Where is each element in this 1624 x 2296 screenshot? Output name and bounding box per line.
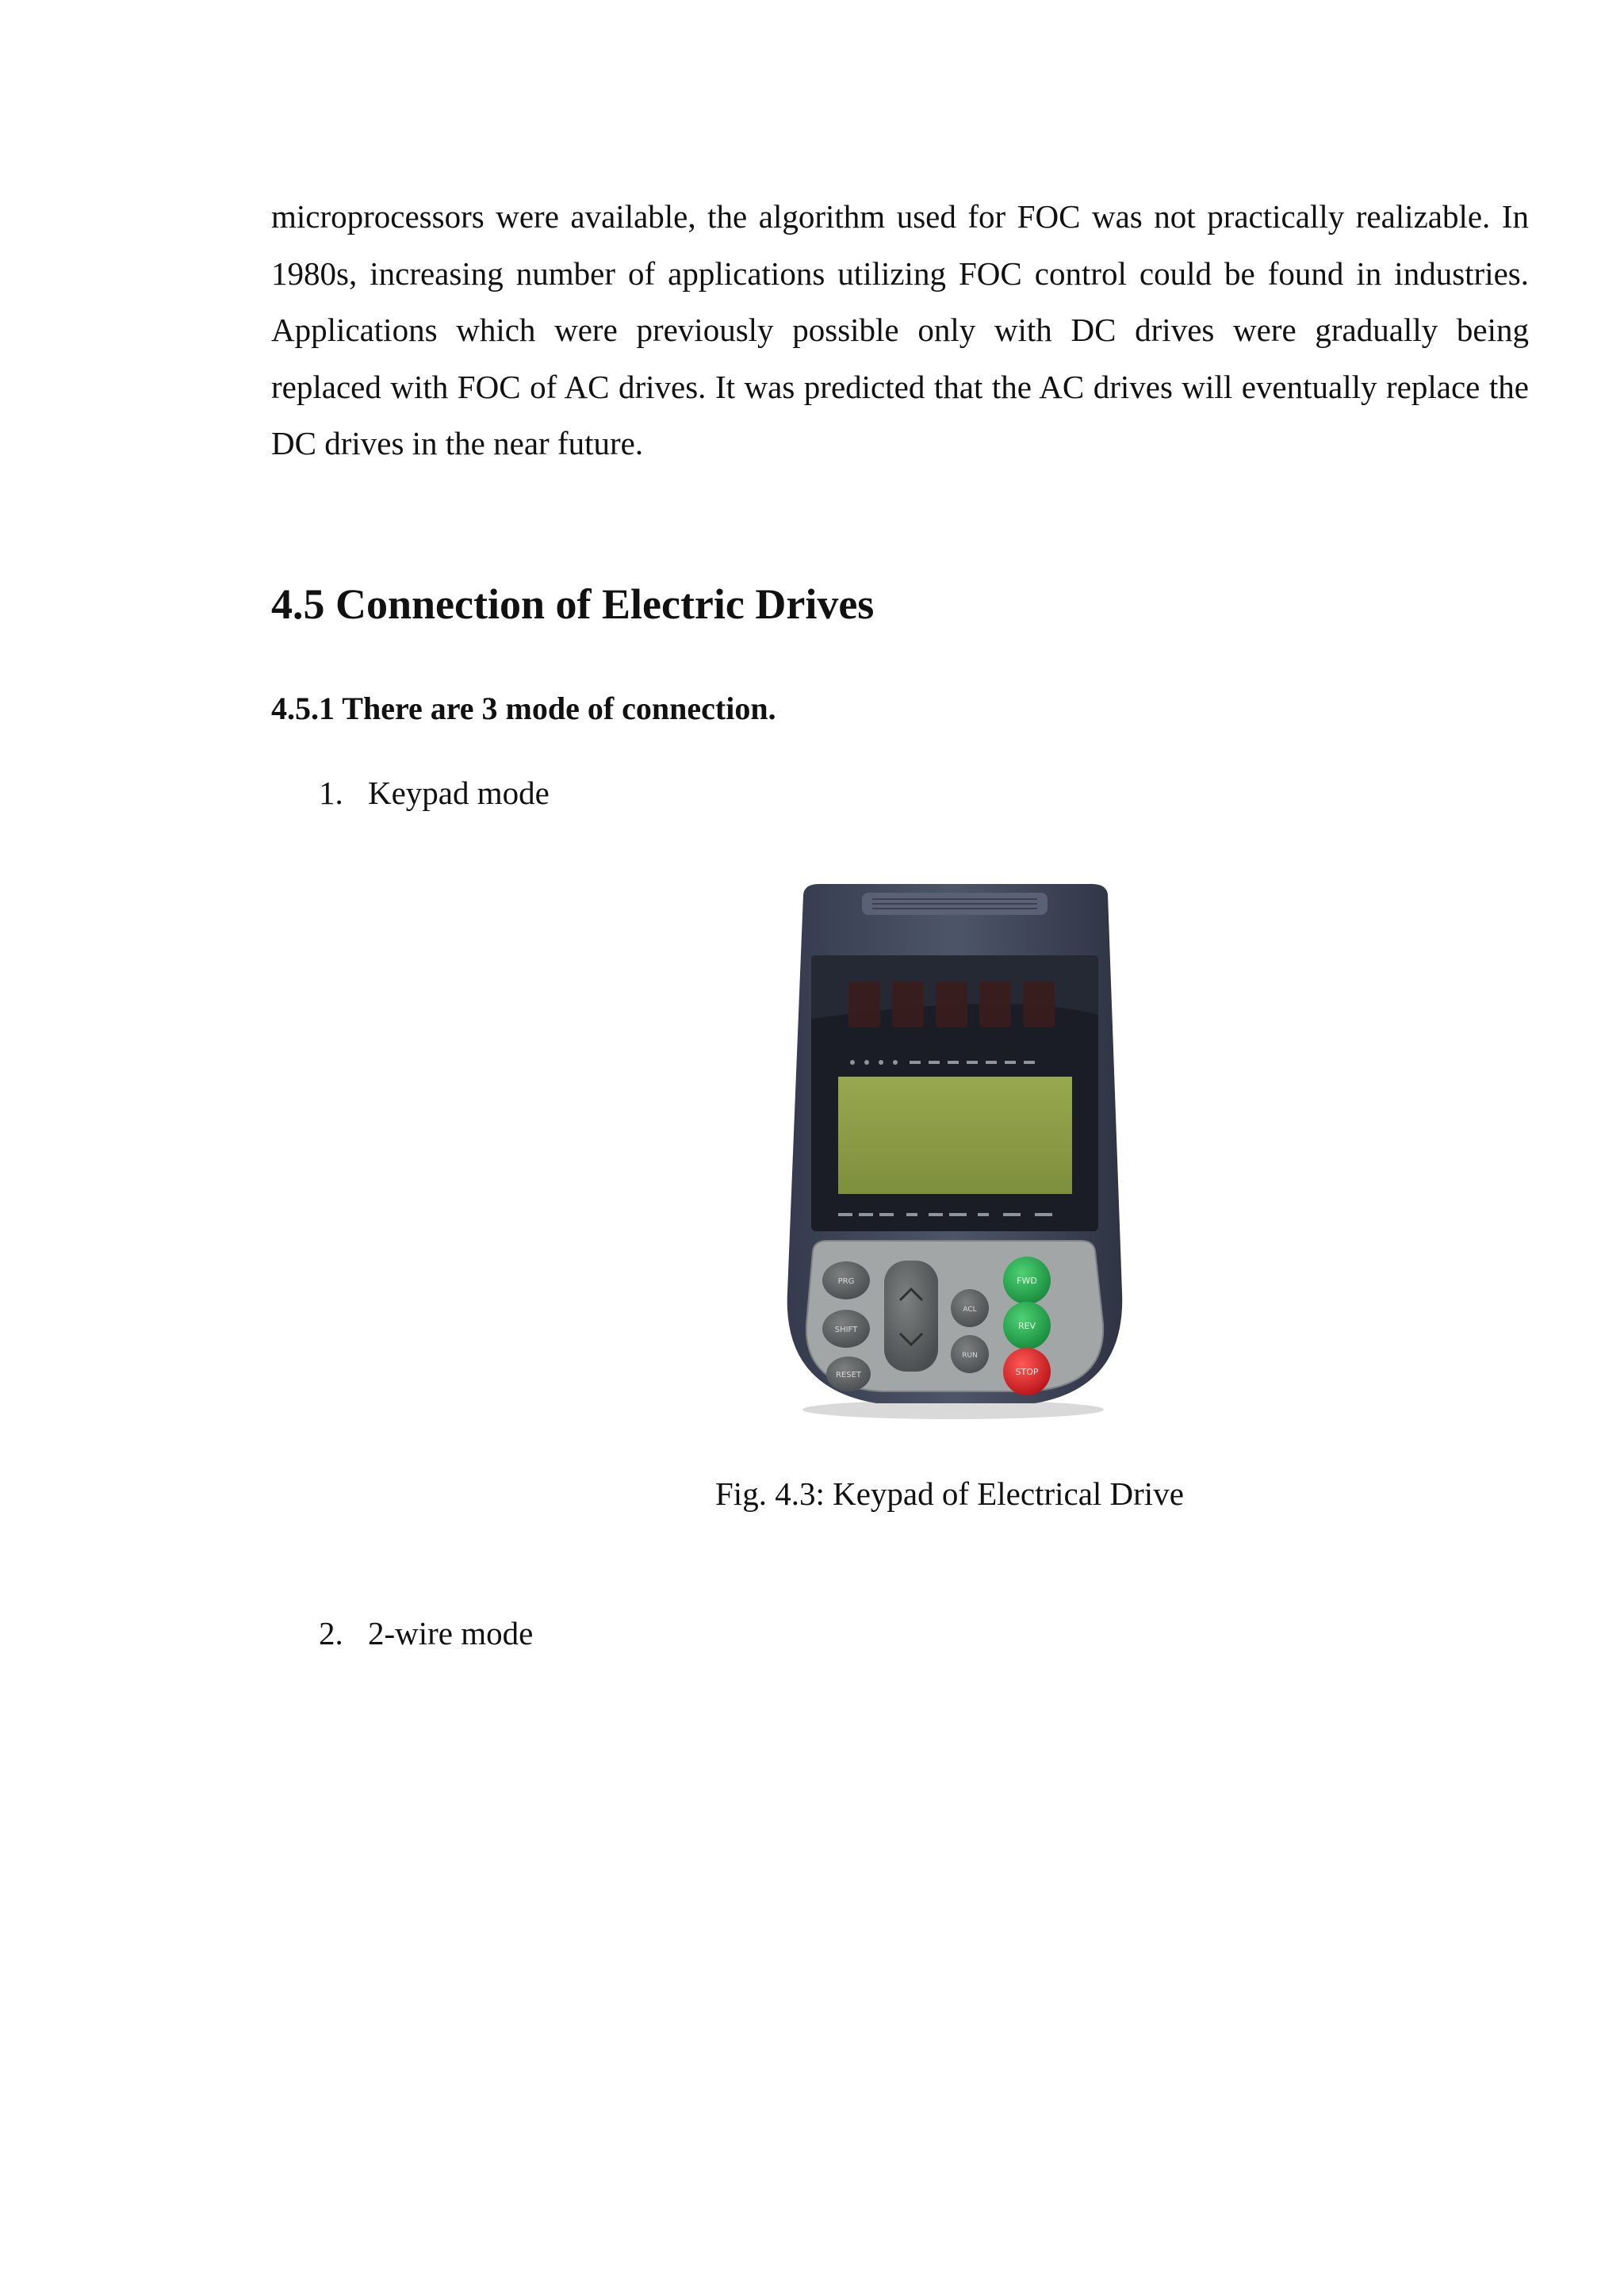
svg-text:REV: REV — [1017, 1321, 1036, 1331]
list-item-keypad-mode — [319, 777, 550, 809]
reset-button[interactable] — [826, 1357, 871, 1391]
svg-text:SHIFT: SHIFT — [834, 1326, 858, 1334]
svg-text:FWD: FWD — [1017, 1276, 1037, 1286]
svg-text:STOP: STOP — [1015, 1367, 1039, 1377]
run-button[interactable] — [951, 1335, 989, 1373]
up-down-rocker[interactable] — [884, 1261, 938, 1372]
list-item-2-wire-mode — [319, 1617, 533, 1650]
list-number: 2. — [319, 1615, 343, 1651]
subsection-heading: 4.5.1 There are 3 mode of connection. — [271, 691, 776, 726]
list-label: Keypad mode — [368, 775, 550, 811]
lcd-screen — [838, 1077, 1072, 1194]
section-heading: 4.5 Connection of Electric Drives — [271, 580, 875, 628]
svg-text:RUN: RUN — [962, 1352, 978, 1360]
list-label: 2-wire mode — [368, 1615, 534, 1651]
fwd-button[interactable] — [1003, 1257, 1051, 1304]
stop-button[interactable] — [1003, 1348, 1051, 1395]
body-paragraph: microprocessors were available, the algorithm used for FOC was not practically realizable. In 1980s, increasing number of applications utilizing FOC control could be found in industries. Applications which were previously possible only with DC drives were gradually being replaced with FOC of AC drives. It was predicted that the AC drives will eventually replace the DC drives in the near future. — [271, 198, 1529, 461]
prg-button[interactable] — [822, 1261, 870, 1299]
svg-text:PRG: PRG — [837, 1277, 855, 1286]
rev-button[interactable] — [1003, 1302, 1051, 1349]
figure-caption: Fig. 4.3: Keypad of Electrical Drive — [715, 1475, 1184, 1512]
list-number: 1. — [319, 775, 343, 811]
keypad-figure — [773, 880, 1134, 1419]
shift-button[interactable] — [822, 1310, 870, 1348]
led-segments — [848, 982, 1055, 1027]
keypad-illustration — [773, 880, 1134, 1419]
svg-text:RESET: RESET — [835, 1371, 862, 1380]
acl-button[interactable] — [951, 1289, 989, 1327]
svg-text:ACL: ACL — [963, 1306, 977, 1314]
